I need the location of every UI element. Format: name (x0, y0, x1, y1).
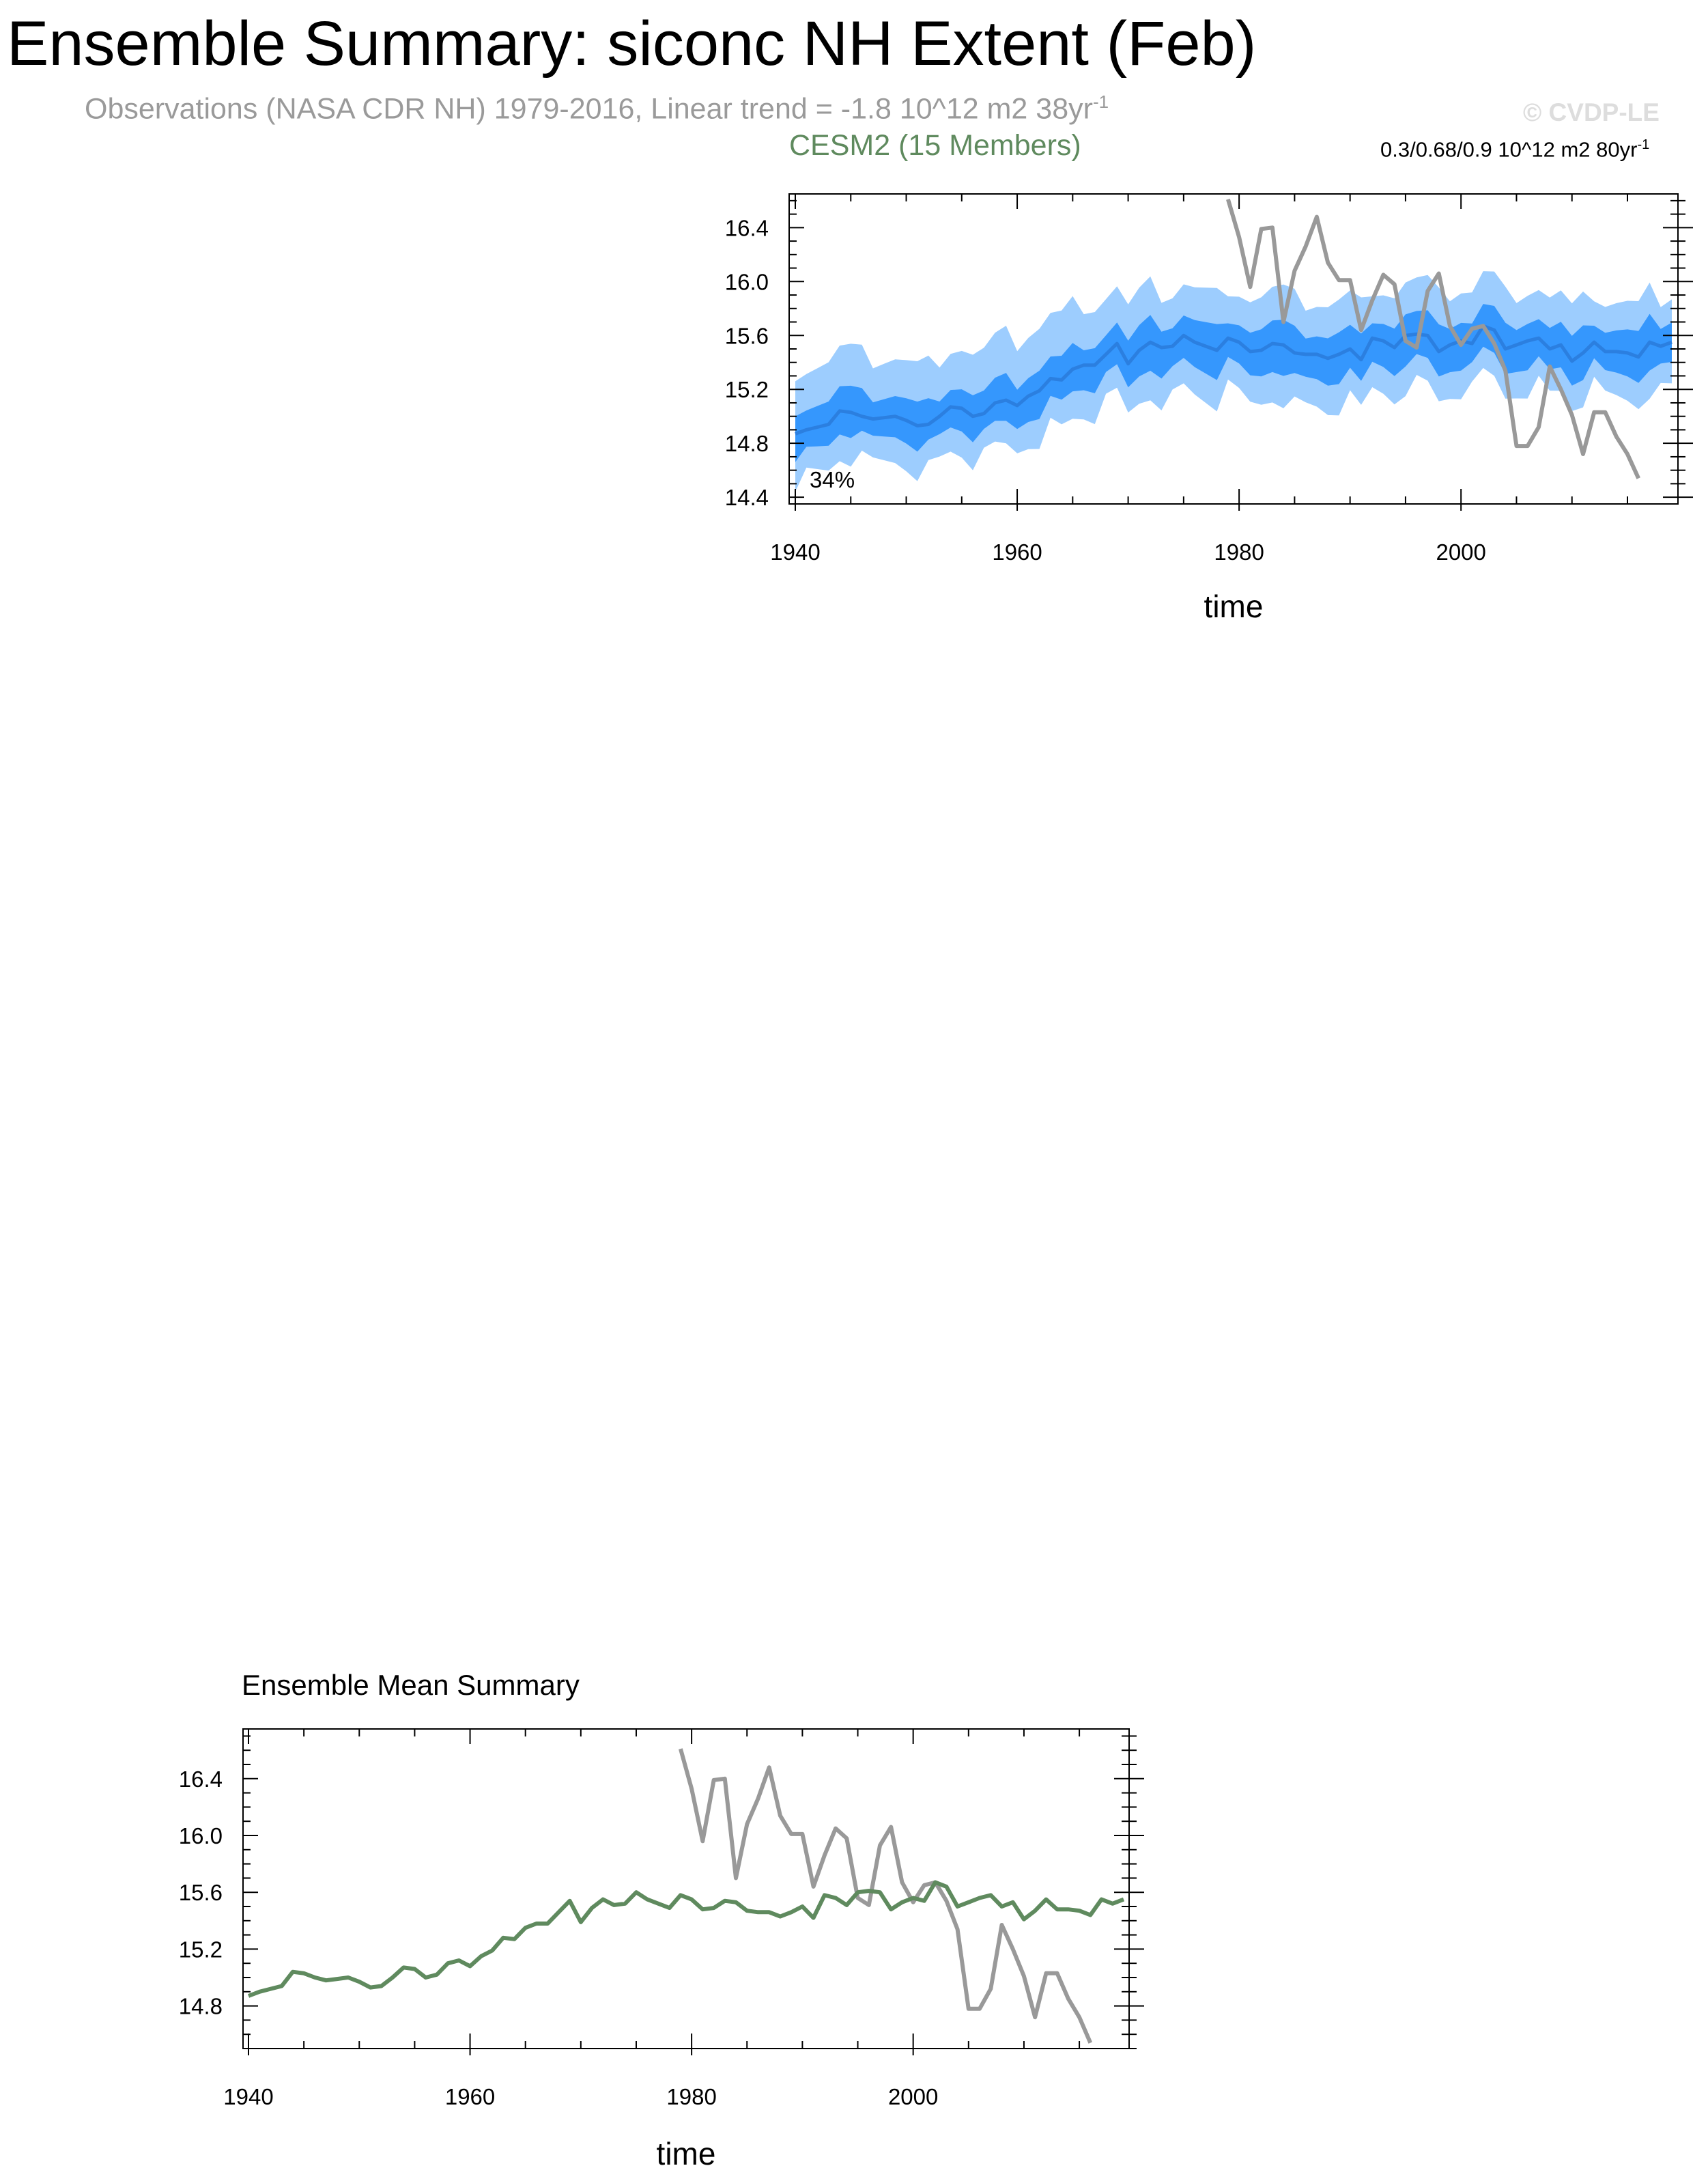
percent-annotation: 34% (810, 467, 855, 492)
y-tick-label: 16.4 (724, 215, 769, 241)
y-tick-label: 14.8 (724, 431, 769, 457)
x-tick-label: 1960 (444, 2084, 496, 2109)
x-tick-label: 1940 (770, 539, 821, 565)
y-tick-label: 16.4 (178, 1766, 223, 1792)
x-tick-label: 1960 (992, 539, 1042, 565)
figure-title: Ensemble Summary: siconc NH Extent (Feb) (7, 9, 1257, 79)
x-axis-title: time (656, 2136, 716, 2171)
y-tick-label: 15.2 (724, 377, 769, 403)
model-panel-title: CESM2 (15 Members) (789, 129, 1081, 162)
cesm2-panel (725, 194, 1693, 624)
x-axis-title: time (1204, 589, 1264, 624)
y-tick-label: 15.2 (178, 1937, 223, 1962)
x-tick-label: 1940 (223, 2084, 274, 2109)
y-tick-label: 15.6 (724, 323, 769, 349)
ensemble-mean-panel (179, 1729, 1144, 2171)
x-tick-label: 2000 (887, 2084, 939, 2109)
y-tick-label: 16.0 (178, 1823, 223, 1848)
trend-stats-exponent: -1 (1637, 137, 1650, 152)
trend-stats-text: 0.3/0.68/0.9 10^12 m2 80yr (1380, 137, 1638, 162)
observations-subtitle-exponent: -1 (1092, 92, 1109, 112)
observations-subtitle-text: Observations (NASA CDR NH) 1979-2016, Linear trend = -1.8 10^12 m2 38yr (85, 92, 1093, 126)
plot-frame (243, 1729, 1129, 2049)
ensemble-spread-outer (795, 271, 1672, 492)
watermark: © CVDP-LE (1523, 98, 1660, 126)
x-tick-label: 1980 (666, 2084, 717, 2109)
ensemble-mean-panel-title: Ensemble Mean Summary (242, 1669, 580, 1701)
y-tick-label: 14.4 (724, 485, 769, 511)
x-tick-label: 1980 (1214, 539, 1264, 565)
y-tick-label: 16.0 (724, 269, 769, 295)
y-tick-label: 14.8 (178, 1993, 223, 2019)
x-tick-label: 2000 (1436, 539, 1486, 565)
observations-line (681, 1749, 1090, 2043)
y-tick-label: 15.6 (178, 1880, 223, 1906)
